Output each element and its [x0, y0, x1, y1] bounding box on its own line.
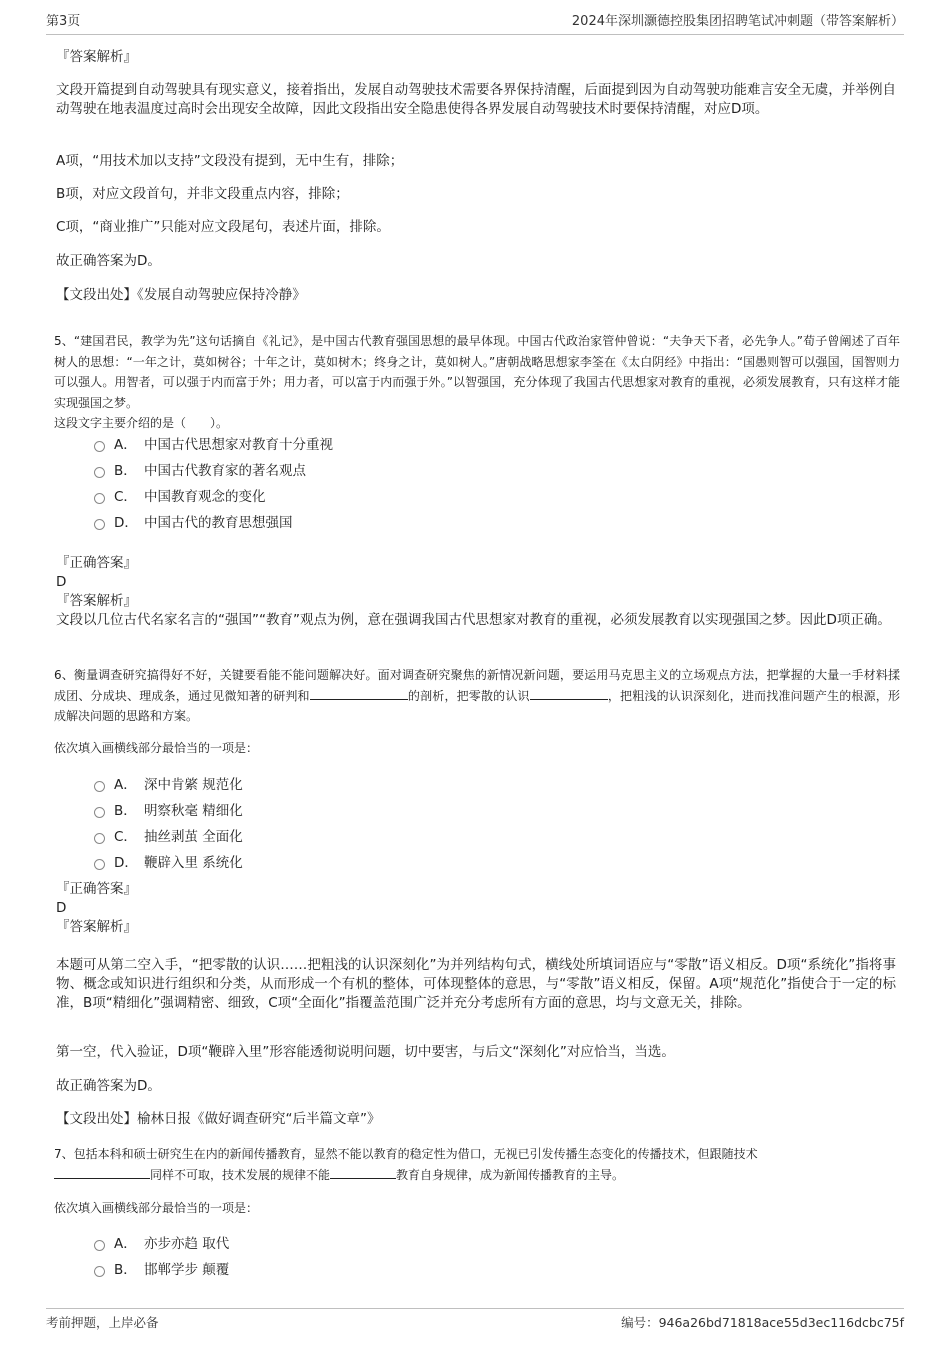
q5-options — [54, 432, 900, 536]
fill-blank-2[interactable] — [530, 686, 608, 700]
q5-analysis: 文段以几位古代名家名言的“强国”“教育”观点为例，意在强调我国古代思想家对教育的重视，必须发展教育以实现强国之梦。因此D项正确。 — [56, 612, 891, 628]
q6-answer-label: 『正确答案』 — [56, 881, 137, 897]
q4-option-b-note: B项，对应文段首句，并非文段重点内容，排除； — [56, 186, 349, 202]
q4-analysis-label: 『答案解析』 — [56, 49, 137, 65]
q4-option-c-note: C项，“商业推广”只能对应文段尾句，表述片面，排除。 — [56, 219, 390, 235]
q6-prompt: 依次填入画横线部分最恰当的一项是： — [54, 741, 259, 755]
page-number: 第3页 — [46, 14, 81, 29]
radio-icon[interactable] — [94, 467, 105, 478]
q4-analysis-text: 文段开篇提到自动驾驶具有现实意义，接着指出，发展自动驾驶技术需要各界保持清醒，后面提到因为自动驾驶功能难言安全无虞，并举例自动驾驶在地表温度过高时会出现安全故障，因此文段指出安全隐患使得各界发展自动驾驶技术时要保持清醒，对应D项。 — [56, 82, 896, 117]
q5-stem: 5、“建国君民，教学为先”这句话摘自《礼记》，是中国古代教育强国思想的最早体现。中国古代政治家管仲曾说：“夫争天下者，必先争人。”荀子曾阐述了百年树人的思想：“一年之计，莫如树谷；十年之计，莫如树木；终身之计，莫如树人。”唐朝战略思想家李筌在《太白阴经》中指出：“国愚则智可以强国，国智则力可以强人。用智者，可以强于内而富于外；用力者，可以富于内而强于外。”以智强国，充分体现了我国古代思想家对教育的重视，必须发展教育，只有这样才能实现强国之梦。 — [54, 334, 900, 410]
radio-icon[interactable] — [94, 833, 105, 844]
q6-analysis-2: 第一空，代入验证，D项“鞭辟入里”形容能透彻说明问题，切中要害，与后文“深刻化”对应恰当，当选。 — [56, 1044, 675, 1060]
q6-analysis-label: 『答案解析』 — [56, 919, 137, 935]
radio-icon[interactable] — [94, 493, 105, 504]
q6-option-d[interactable]: D． 鞭辟入里 系统化 — [94, 850, 900, 876]
q7-options — [54, 1231, 900, 1283]
q5-answer-label: 『正确答案』 — [56, 555, 137, 571]
page-header — [46, 12, 904, 35]
q4-conclusion: 故正确答案为D。 — [56, 253, 161, 269]
q7-option-a[interactable]: A． 亦步亦趋 取代 — [94, 1231, 900, 1257]
radio-icon[interactable] — [94, 781, 105, 792]
q6-option-b[interactable]: B． 明察秋毫 精细化 — [94, 798, 900, 824]
radio-icon[interactable] — [94, 441, 105, 452]
document-title: 2024年深圳灏德控股集团招聘笔试冲刺题（带答案解析） — [571, 14, 904, 29]
q5-option-d[interactable]: D． 中国古代的教育思想强国 — [94, 510, 900, 536]
q7-option-b[interactable]: B． 邯郸学步 颠覆 — [94, 1257, 900, 1283]
radio-icon[interactable] — [94, 859, 105, 870]
q6-answer: D — [56, 900, 67, 916]
radio-icon[interactable] — [94, 1266, 105, 1277]
q5-question: 这段文字主要介绍的是（ ）。 — [54, 416, 229, 430]
fill-blank-1[interactable] — [54, 1165, 150, 1179]
document-code: 编号：946a26bd71818ace55d3ec116dcbc75f — [621, 1315, 904, 1330]
q6-options — [54, 772, 900, 876]
radio-icon[interactable] — [94, 1240, 105, 1251]
radio-icon[interactable] — [94, 807, 105, 818]
q6-analysis-1: 本题可从第二空入手，“把零散的认识……把粗浅的认识深刻化”为并列结构句式，横线处所填词语应与“零散”语义相反。D项“系统化”指将事物、概念或知识进行组织和分类，从而形成一个有机的整体，可体现整体的意思，与“零散”语义相反，保留。A项“规范化”指使合于一定的标准，B项“精细化”强调精密、细致，C项“全面化”指覆盖范围广泛并充分考虑所有方面的意思，均与文意无关，排除。 — [56, 957, 896, 1011]
question-7 — [54, 1144, 900, 1185]
q5-answer: D — [56, 574, 67, 590]
q4-option-a-note: A项，“用技术加以支持”文段没有提到，无中生有，排除； — [56, 153, 404, 169]
q6-option-c[interactable]: C． 抽丝剥茧 全面化 — [94, 824, 900, 850]
radio-icon[interactable] — [94, 519, 105, 530]
q6-source: 【文段出处】榆林日报《做好调查研究“后半篇文章”》 — [56, 1111, 381, 1127]
q5-option-b[interactable]: B． 中国古代教育家的著名观点 — [94, 458, 900, 484]
q7-prompt: 依次填入画横线部分最恰当的一项是： — [54, 1201, 259, 1215]
q5-option-a[interactable]: A． 中国古代思想家对教育十分重视 — [94, 432, 900, 458]
q4-source: 【文段出处】《发展自动驾驶应保持冷静》 — [56, 287, 306, 303]
footer-slogan: 考前押题，上岸必备 — [46, 1315, 159, 1330]
page-footer — [46, 1308, 904, 1333]
q6-stem: 6、衡量调查研究搞得好不好，关键要看能不能问题解决好。面对调查研究聚焦的新情况新问题，要运用马克思主义的立场观点方法，把掌握的大量一手材料揉成团、分成块、理成条，通过见微知著的研判和 的剖析，把零散的认识 ，把粗浅的认识深刻化，进而找准问题产生的根源，形成解决问题的思路和方案。 — [54, 668, 900, 723]
q6-answer-block — [56, 880, 896, 937]
q5-analysis-label: 『答案解析』 — [56, 593, 137, 609]
q5-answer-block — [56, 554, 896, 630]
q6-conclusion: 故正确答案为D。 — [56, 1078, 161, 1094]
question-6 — [54, 665, 900, 727]
q5-option-c[interactable]: C． 中国教育观念的变化 — [94, 484, 900, 510]
fill-blank-1[interactable] — [310, 686, 408, 700]
question-5 — [54, 331, 900, 434]
q7-stem: 7、包括本科和硕士研究生在内的新闻传播教育，显然不能以教育的稳定性为借口，无视已引发传播生态变化的传播技术，但跟随技术 同样不可取，技术发展的规律不能 教育自身规律，成为新闻传播教育的主导。 — [54, 1147, 758, 1182]
q6-option-a[interactable]: A． 深中肯綮 规范化 — [94, 772, 900, 798]
fill-blank-2[interactable] — [330, 1165, 396, 1179]
